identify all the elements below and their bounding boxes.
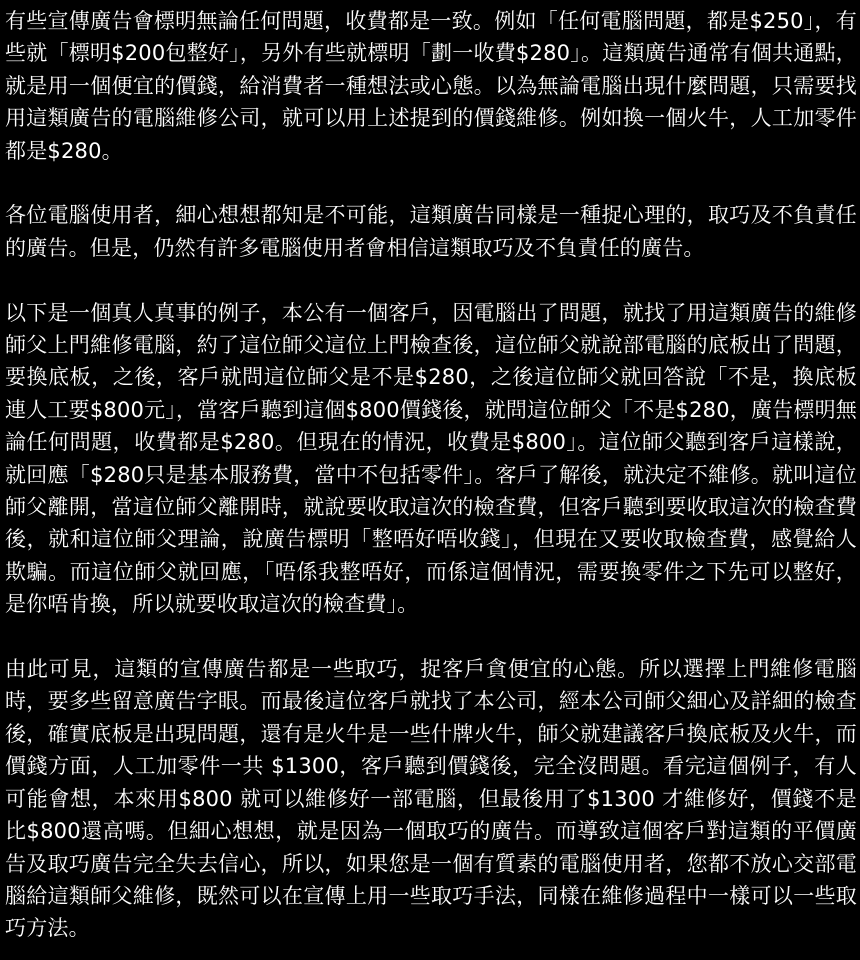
paragraph-example: 以下是一個真人真事的例子，本公有一個客戶，因電腦出了問題，就找了用這類廣告的維修師父上門維修電腦，約了這位師父這位上門檢查後，這位師父就說部電腦的底板出了問題，要換底板，之後，客戶就問這位師父是不是$280，之後這位師父就回答說「不是，換底板連人工要$800元」，當客戶聽到這個$800價錢後，就問這位師父「不是$280，廣告標明無論任何問題，收費都是$280。但現在的情況，收費是$800」。這位師父聽到客戶這樣說，就回應「$280只是基本服務費，當中不包括零件」。客戶了解後，就決定不維修。就叫這位師父離開，當這位師父離開時，就說要收取這次的檢查費，但客戶聽到要收取這次的檢查費後，就和這位師父理論，說廣告標明「整唔好唔收錢」，但現在又要收取檢查費，感覺給人欺騙。而這位師父就回應，「唔係我整唔好，而係這個情況，需要換零件之下先可以整好，是你唔肯換，所以就要收取這次的檢查費」。 [5,300,857,617]
article-body [5,5,857,945]
paragraph-warning: 各位電腦使用者，細心想想都知是不可能，這類廣告同樣是一種捉心理的，取巧及不負責任的廣告。但是，仍然有許多電腦使用者會相信這類取巧及不負責任的廣告。 [5,203,857,260]
paragraph-intro: 有些宣傳廣告會標明無論任何問題，收費都是一致。例如「任何電腦問題，都是$250」，有些就「標明$200包整好」，另外有些就標明「劃一收費$280」。這類廣告通常有個共通點，就是用一個便宜的價錢，給消費者一種想法或心態。以為無論電腦出現什麼問題，只需要找用這類廣告的電腦維修公司，就可以用上述提到的價錢維修。例如換一個火牛，人工加零件都是$280。 [5,9,857,163]
paragraph-conclusion: 由此可見，這類的宣傳廣告都是一些取巧，捉客戶貪便宜的心態。所以選擇上門維修電腦時，要多些留意廣告字眼。而最後這位客戶就找了本公司，經本公司師父細心及詳細的檢查後，確實底板是出現問題，還有是火牛是一些什牌火牛，師父就建議客戶換底板及火牛，而價錢方面，人工加零件一共 $1300，客戶聽到價錢後，完全沒問題。看完這個例子，有人可能會想，本來用$800 就可以維修好一部電腦，但最後用了$1300 才維修好，價錢不是比$800還高嗎。但細心想想，就是因為一個取巧的廣告。而導致這個客戶對這類的平價廣告及取巧廣告完全失去信心，所以，如果您是一個有質素的電腦使用者，您都不放心交部電腦給這類師父維修，既然可以在宣傳上用一些取巧手法，同樣在維修過程中一樣可以一些取巧方法。 [5,657,857,941]
